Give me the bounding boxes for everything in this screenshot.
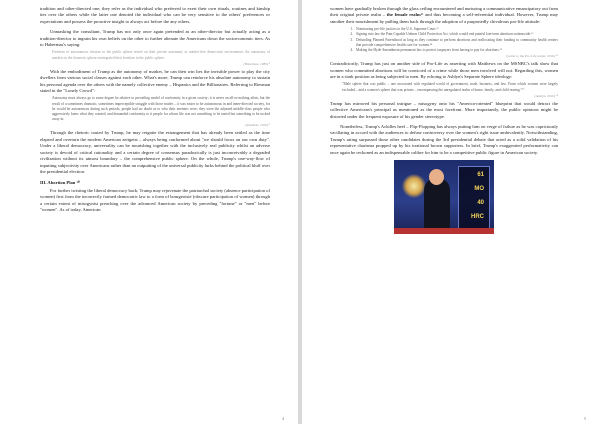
poll-number: 40 — [477, 200, 484, 207]
paragraph: Through the rhetoric touted by Trump, he may reignite the estrangement that has already been settled as the time elapsed and overturn the modern American zeitgeist – always being conformed about "we should focus on our own duty". Under a liberal democracy, universality can be nourishing together with the inclusively real publicity whilst an adverse society is devoid of critical rationality and a certain degree of consensus paradoxically is just inconceivably a degraded civilization without its utmost boundary – the comprehensive public sphere. On the whole, Trump's one-way-flow of inputting subjectivity over Americans rather than an outputting of the universal publicity lurks behind the political bluff over the presidential election. — [40, 130, 270, 174]
paragraph: With the embodiment of Trump as the autonomy of market, he can then win lies the invisible power to play the city dwellers from various social classes against each other. What's more, Trump can reinforce his absolute autonomy to sustain his personal agenda over the others with the namely collective enemy – Hispanics and the Billionaires. Referring to Riesman stated in the "Lonely Crowd": — [40, 68, 270, 94]
block-quote: Autonomy must always go to some degree be relative to prevailing model of conformity in a given society; it is never an all-or-nothing affair, but the result of a sometimes dramatic, sometimes imperceptible struggle with those modes – it was easier to be autonomous in and inner-directed society, for he would be autonomous during such periods, people had no doubt as to who their enemies were; they were the adjusted middle-class people who aggressively knew what they wanted, and demanded conformity to it people for whom life was not something to be tasted but something to be tucked away in. — [52, 96, 270, 122]
quote-citation: (Ashlyn, 2016) ¹⁸ — [534, 93, 558, 98]
page-number: 4 — [282, 416, 284, 421]
poll-panel — [458, 166, 490, 230]
paragraph: tradition and other-directed one; they refer as the individual who preferred to exert their own rituals, routines and kinship ties over the others while the latter one denoted the individual who can be very sensitive to the others' preferences or expectations and possess the proactive insight to always act before the any others. — [40, 6, 270, 24]
debate-photo — [394, 160, 494, 234]
paragraph-text: ¹¹ and thus becoming a self-referential individual. However, Trump may smother their nourishment by pulling them back through the adoption of a purportedly chivalrous pro-life attitude: — [330, 12, 559, 24]
block-quote: Freedom of autonomous citizens in the public sphere rested on their private autonomy as market-free democratic environment, the autonomy of markets in the domestic sphere reintegrated their freedom in the public sphere. — [52, 50, 270, 60]
list-item: 3. Defunding Planned Parenthood as long as they continue to perform abortions and reallocating their funding to community health centers that provide comprehensive health care for women.¹⁴ — [354, 38, 558, 48]
right-text-column — [330, 6, 558, 234]
section-heading: III. Abortion Plan ¹⁰ — [40, 180, 80, 186]
poll-number: 61 — [477, 172, 484, 179]
page-number: 5 — [584, 416, 586, 421]
stage-light — [402, 174, 426, 198]
photo-stripe — [394, 228, 494, 234]
paragraph: Trump has mirrored his personal intrigue – misogyny onto his "America-oriented" blueprint that would detract the collective Americans's principal as mentioned as the most forefront. More importantly, the public opinions might be distorted under the frequent exposure of his gender stereotype. — [330, 100, 558, 119]
poll-label: MO — [474, 186, 484, 193]
list-item: 4. Making the Hyde Amendment permanent law to protect taxpayers from having to pay for abortions.¹⁵ — [354, 48, 558, 53]
paragraph: For further twisting the liberal democracy back, Trump may rejuvenate the patriarchal society (absence participation of women) first from the incorrectly framed democratic law to a form of bourgeoisie (obscure participation of women) through a certain extent of misogynist preaching over the advanced American society by preceding "fortune" or "men" before "women". As of today, American — [40, 187, 270, 212]
paragraph — [330, 6, 558, 25]
quote-citation: (Habermas, 1989) ⁸ — [243, 61, 270, 66]
quoted-list — [330, 27, 558, 53]
quote-citation: (Riesman, 1950) ⁹ — [245, 123, 270, 128]
left-page — [0, 0, 298, 424]
left-text-column — [40, 6, 270, 213]
right-page — [302, 0, 600, 424]
paragraph: Contradictorily, Trump has just on another side of Pro-Life as asserting with Matthews on the MSNBC's talk show that women who committed abortions will be convicted of a crime while those men involved will not. Regarding this, women are in a stark position as being subjected to men. By echoing to Ashlyn's Separate Sphere ideology: — [330, 61, 558, 80]
list-item: 2. Signing into law the Pain-Capable Unborn Child Protection Act, which would end painful late-term abortions nationwide.¹³ — [354, 32, 558, 37]
list-item: 1. Nominating pro-life justices to the U.S. Supreme Court.¹² — [354, 27, 558, 32]
block-quote: "Male sphere that was public – one associated with regulated world of government, trade, business, and law. From which women were largely excluded – and a women's sphere that was private – encompassing the unregulated realm of home, family, and child rearing."¹⁷ — [342, 82, 558, 92]
speaker-head — [429, 169, 444, 185]
quote-citation: (Letter to the Pro-Life leader, 2016) ¹⁶ — [506, 54, 558, 59]
paragraph: Unmasking the consultant, Trump has not only once again pretended as an other-director but actually acting as a tradition-director to ingrain his own beliefs on the other to further alienate the Americans down the socioeconomic tiers. As to Habermas's saying: — [40, 29, 270, 48]
speaker-figure — [424, 178, 450, 234]
poll-label: HRC — [471, 214, 484, 221]
emphasis-text: the female realm — [386, 12, 421, 18]
paragraph-text: women have gradually broken through the glass ceiling encountered and nurturing a communicative emancipatory out from their original private realm – — [330, 6, 558, 18]
paragraph: Nonetheless, Trump's Achilles heel – Flip-Flopping has always putting him on verge of failure as he was capriciously vacillating in accord with the audiences to defuse controversy over the women's right issue ambivalently. Notwithstanding, Trump's rating surpassed those other candidates during the 3rd presidential debate that acted as a solid validation of his representative charisma propped up by his irrational brown supporters. In brief, Trump's exaggerated performativity can once again be reckoned as an indispensable calibre for him to be a competitive public figure in American society. — [330, 124, 558, 155]
